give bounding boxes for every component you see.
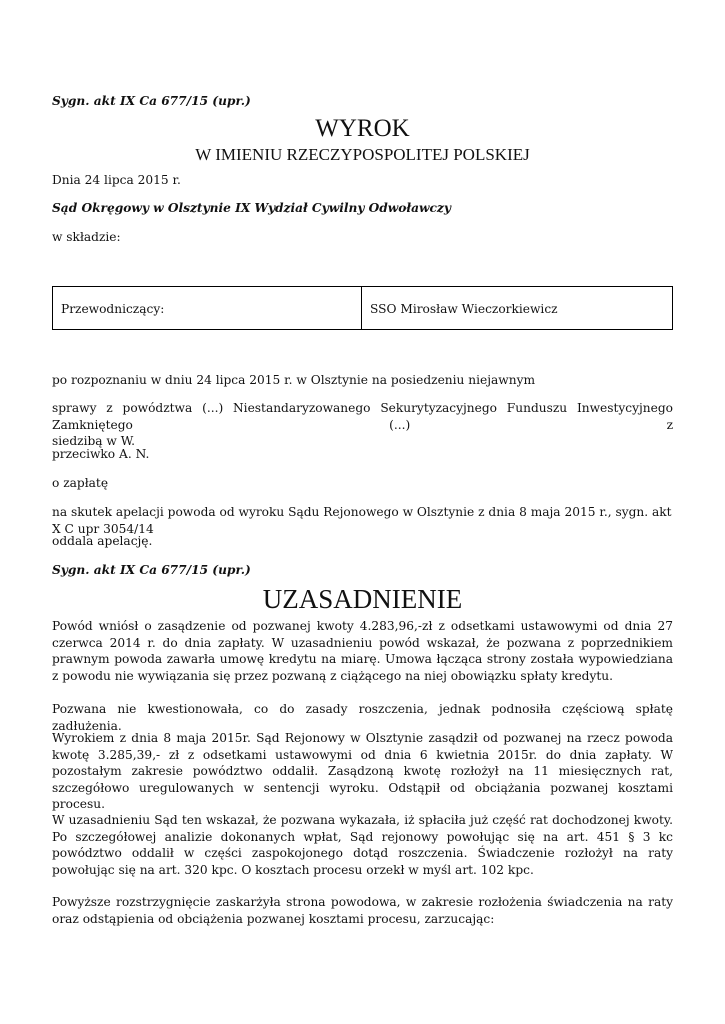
document-subtitle: W IMIENIU RZECZYPOSPOLITEJ POLSKIEJ (195, 145, 530, 164)
justification-paragraph: Pozwana nie kwestionowała, co do zasady roszczenia, jednak podnosiła częściową spłatę zadłużenia. (52, 702, 673, 733)
verdict-paragraph: na skutek apelacji powoda od wyroku Sądu Rejonowego w Olsztynie z dnia 8 maja 2015 r., sygn. akt X C upr 3054/14 (52, 505, 672, 536)
case-signature: Sygn. akt IX Ca 677/15 (upr.) (52, 94, 251, 108)
verdict-line: siedzibą w W. (52, 434, 136, 448)
verdict-paragraph: o zapłatę (52, 476, 109, 490)
composition-role: Przewodniczący: (53, 287, 362, 329)
composition-table (52, 286, 673, 330)
court-name: Sąd Okręgowy w Olsztynie IX Wydział Cywilny Odwoławczy (52, 201, 451, 215)
justification-title: UZASADNIENIE (262, 584, 463, 614)
document-title: WYROK (315, 115, 410, 142)
verdict-paragraph: oddala apelację. (52, 534, 153, 548)
verdict-paragraph (52, 400, 673, 450)
justification-paragraph: Powyższe rozstrzygnięcie zaskarżyła strona powodowa, w zakresie rozłożenia świadczenia na raty oraz odstąpienia od obciążenia pozwanej kosztami procesu, zarzucając: (52, 895, 673, 926)
justification-paragraph: Powód wniósł o zasądzenie od pozwanej kwoty 4.283,96,-zł z odsetkami ustawowymi od dnia 27 czerwca 2014 r. do dnia zapłaty. W uzasadnieniu powód wskazał, że pozwana z poprzednikiem prawnym powoda zawarła umowę kredytu na miarę. Umowa łącząca strony została wypowiedziana z powodu nie wywiązania się przez pozwaną z ciążącego na niej obowiązku spłaty kredytu. (52, 619, 673, 683)
case-signature: Sygn. akt IX Ca 677/15 (upr.) (52, 563, 251, 577)
verdict-line: sprawy z powództwa (...) Niestandaryzowanego Sekurytyzacyjnego Funduszu Inwestycyjnego Zamkniętego (...) z (52, 401, 673, 432)
composition-label: w składzie: (52, 230, 121, 244)
verdict-paragraph: przeciwko A. N. (52, 447, 150, 461)
justification-paragraph: Wyrokiem z dnia 8 maja 2015r. Sąd Rejonowy w Olsztynie zasądził od pozwanej na rzecz powoda kwotę 3.285,39,- zł z odsetkami ustawowymi od dnia 6 kwietnia 2015r. do dnia zapłaty. W pozostałym zakresie powództwo oddalił. Zasądzoną kwotę rozłożył na 11 miesięcznych rat, szczegółowo uregulowanych w sentencji wyroku. Odstąpił od obciążania pozwanej kosztami procesu. (52, 731, 673, 811)
composition-judge: SSO Mirosław Wieczorkiewicz (370, 302, 558, 316)
judgment-date: Dnia 24 lipca 2015 r. (52, 173, 181, 187)
verdict-paragraph: po rozpoznaniu w dniu 24 lipca 2015 r. w Olsztynie na posiedzeniu niejawnym (52, 373, 536, 387)
justification-paragraph: W uzasadnieniu Sąd ten wskazał, że pozwana wykazała, iż spłaciła już część rat dochodzonej kwoty. Po szczegółowej analizie dokonanych wpłat, Sąd rejonowy powołując się na art. 451 § 3 kc powództwo oddalił w części zaspokojonego dotąd roszczenia. Świadczenie rozłożył na raty powołując się na art. 320 kpc. O kosztach procesu orzekł w myśl art. 102 kpc. (52, 813, 673, 877)
